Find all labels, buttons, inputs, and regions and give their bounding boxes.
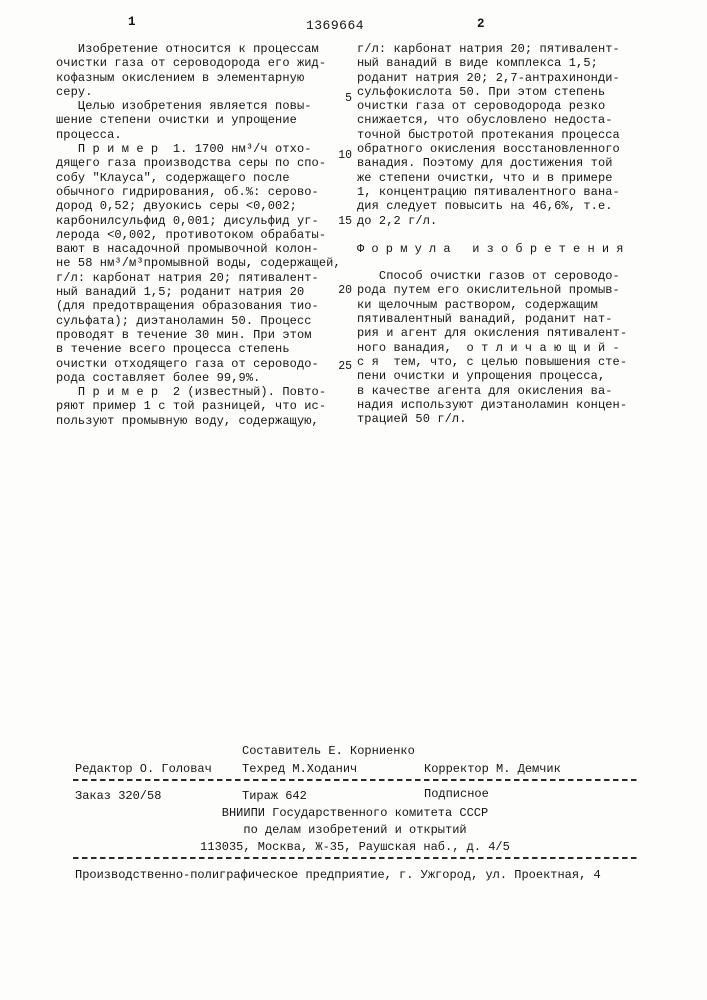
footer-org-address: 113035, Москва, Ж-35, Раушская наб., д. 4/5 — [200, 840, 510, 854]
text-line: дящего газа производства серы по спо- — [56, 156, 327, 171]
text-line: шение степени очистки и упрощение — [56, 113, 297, 128]
text-line: рода путем его окислительной промыв- — [357, 283, 620, 298]
text-line: пятивалентный ванадий, роданит нат- — [357, 312, 613, 327]
margin-line-number-25: 25 — [338, 360, 352, 373]
footer-subscription: Подписное — [424, 787, 489, 801]
text-line: Целью изобретения является повы- — [56, 99, 312, 114]
text-line: карбонилсульфид 0,001; дисульфид уг- — [56, 213, 319, 228]
text-line: рия и агент для окисления пятивалент- — [357, 326, 628, 341]
patent-number: 1369664 — [305, 18, 365, 33]
footer-print-run: Тираж 642 — [242, 789, 307, 803]
text-line: с я тем, что, с целью повышения сте- — [357, 354, 628, 369]
text-line: Способ очистки газов от сероводо- — [357, 269, 620, 284]
text-line: трацией 50 г/л. — [357, 412, 467, 427]
text-line: Изобретение относится к процессам — [56, 42, 319, 56]
margin-line-number-15: 15 — [338, 215, 352, 228]
text-line: сульфата); диэтаноламин 50. Процесс — [56, 313, 312, 328]
text-line: кофазным окислением в элементарную — [56, 70, 305, 85]
text-line: обратного окисления восстановленного — [357, 142, 620, 157]
text-line: надия используют диэтаноламин концен- — [357, 397, 628, 412]
right-column-description-paragraph — [357, 42, 657, 228]
text-line: ванадия. Поэтому для достижения той — [357, 156, 613, 171]
text-line: г/л: карбонат натрия 20; пятивалент- — [357, 42, 620, 56]
footer-printing-enterprise: Производственно-полиграфическое предприятие, г. Ужгород, ул. Проектная, 4 — [75, 868, 601, 882]
text-line: обычного гидрирования, об.%: серово- — [56, 184, 319, 199]
text-line: П р и м е р 1. 1700 нм³/ч отхо- — [56, 142, 312, 157]
text-line: рода составляет более 99,9%. — [56, 370, 261, 385]
claims-paragraph — [357, 269, 657, 426]
margin-line-number-10: 10 — [338, 149, 352, 162]
text-line: пользуют промывную воду, содержащую, — [56, 413, 319, 428]
dashed-separator-top — [73, 779, 640, 781]
text-line: очистки газа от сероводорода его жид- — [56, 56, 327, 71]
right-text-column — [357, 42, 657, 426]
text-line: 1, концентрацию пятивалентного вана- — [357, 184, 620, 199]
text-line: проводят в течение 30 мин. При этом — [56, 327, 312, 342]
text-line: очистки отходящего газа от сероводо- — [56, 356, 319, 371]
text-line: пени очистки и упрощения процесса, — [357, 369, 606, 384]
text-line: очистки газа от сероводорода резко — [357, 99, 606, 114]
text-line: не 58 нм³/м³промывной воды, содержащей, — [56, 256, 341, 271]
dashed-separator-bottom — [73, 857, 640, 859]
text-line: точной быстротой протекания процесса — [357, 127, 620, 142]
footer-org-name: ВНИИПИ Государственного комитета СССР — [221, 806, 489, 820]
footer-compiler: Составитель Е. Корниенко — [242, 744, 415, 758]
text-line: дород 0,52; двуокись серы <0,002; — [56, 199, 297, 214]
text-line: собу "Клауса", содержащего после — [56, 170, 290, 185]
text-line: ряют пример 1 с той разницей, что ис- — [56, 399, 327, 414]
footer-editor: Редактор О. Головач — [75, 762, 212, 776]
margin-line-number-20: 20 — [338, 284, 352, 297]
text-line: ки щелочным раствором, содержащим — [357, 297, 598, 312]
text-line: серу. — [56, 84, 93, 99]
text-line: ный ванадий в виде комплекса 1,5; — [357, 56, 598, 71]
footer-techred: Техред М.Ходанич — [242, 762, 358, 776]
formula-heading: Ф о р м у л а и з о б р е т е н и я — [357, 241, 624, 256]
text-line: (для предотвращения образования тио- — [56, 299, 319, 314]
text-line: ный ванадий 1,5; роданит натрия 20 — [56, 285, 305, 300]
text-line: лерода <0,002, противотоком обрабаты- — [56, 227, 327, 242]
text-line: в качестве агента для окисления ва- — [357, 383, 613, 398]
margin-line-number-5: 5 — [345, 92, 352, 105]
text-line: снижается, что обусловлено недоста- — [357, 113, 613, 128]
footer-order-number: Заказ 320/58 — [75, 789, 162, 803]
footer-org-department: по делам изобретений и открытий — [243, 823, 467, 837]
text-line: сульфокислота 50. При этом степень — [357, 84, 606, 99]
text-line: процесса. — [56, 127, 122, 142]
text-line: ного ванадия, о т л и ч а ю щ и й - — [357, 340, 620, 355]
text-line: в течение всего процесса степень — [56, 342, 290, 357]
footer-corrector: Корректор М. Демчик — [424, 762, 561, 776]
left-text-column — [56, 42, 348, 428]
text-line: вают в насадочной промывочной колон- — [56, 242, 319, 257]
text-line: же степени очистки, что и в примере — [357, 170, 613, 185]
left-column-page-number: 1 — [128, 15, 136, 29]
right-column-page-number: 2 — [477, 17, 485, 31]
text-line: роданит натрия 20; 2,7-антрахинонди- — [357, 70, 620, 85]
text-line: г/л: карбонат натрия 20; пятивалент- — [56, 270, 319, 285]
text-line: дия следует повысить на 46,6%, т.е. — [357, 199, 613, 214]
text-line: П р и м е р 2 (известный). Повто- — [56, 385, 327, 400]
text-line: до 2,2 г/л. — [357, 213, 438, 228]
